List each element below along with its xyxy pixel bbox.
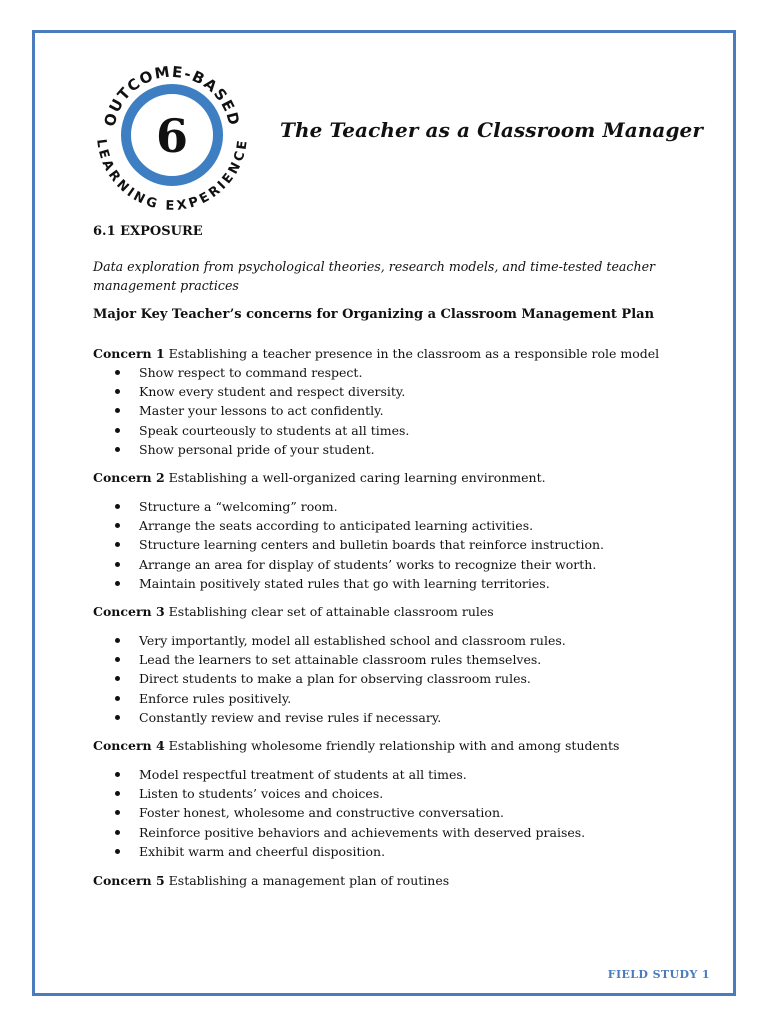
concern-text: Establishing a management plan of routines [168, 873, 450, 888]
bullet-item: Enforce rules positively. [93, 689, 713, 708]
concern-text: Establishing clear set of attainable classroom rules [168, 604, 494, 619]
bullet-item: Master your lessons to act confidently. [93, 401, 713, 420]
bullet-item: Reinforce positive behaviors and achievements with deserved praises. [93, 823, 713, 842]
concern-label: Concern 5 [93, 873, 165, 888]
concern-3 [93, 602, 713, 727]
major-concerns-heading: Major Key Teacher’s concerns for Organizing a Classroom Management Plan [93, 307, 655, 322]
bullet-item: Show respect to command respect. [93, 363, 713, 382]
bullet-item: Show personal pride of your student. [93, 440, 713, 459]
concern-bullet-list [93, 497, 713, 593]
bullet-item: Direct students to make a plan for observing classroom rules. [93, 669, 713, 688]
bullet-item: Maintain positively stated rules that go with learning territories. [93, 574, 713, 593]
bullet-item: Arrange the seats according to anticipated learning activities. [93, 516, 713, 535]
page-title: The Teacher as a Classroom Manager [280, 118, 704, 142]
bullet-item: Foster honest, wholesome and constructive conversation. [93, 803, 713, 822]
outcome-based-learning-seal [92, 55, 252, 215]
concern-label: Concern 2 [93, 470, 165, 485]
seal-number: 6 [155, 109, 189, 163]
concern-text: Establishing wholesome friendly relationship with and among students [168, 738, 620, 753]
bullet-item: Lead the learners to set attainable classroom rules themselves. [93, 650, 713, 669]
bullet-item: Exhibit warm and cheerful disposition. [93, 842, 713, 861]
concern-label: Concern 3 [93, 604, 165, 619]
concern-bullet-list [93, 765, 713, 861]
concern-bullet-list [93, 363, 713, 459]
concern-label: Concern 4 [93, 738, 165, 753]
intro-line: management practices [93, 278, 239, 293]
concern-4 [93, 736, 713, 861]
bullet-item: Constantly review and revise rules if necessary. [93, 708, 713, 727]
bullet-item: Know every student and respect diversity. [93, 382, 713, 401]
concern-text: Establishing a well-organized caring learning environment. [168, 470, 546, 485]
bullet-item: Arrange an area for display of students’ works to recognize their worth. [93, 555, 713, 574]
concern-text: Establishing a teacher presence in the classroom as a responsible role model [168, 346, 660, 361]
bullet-item: Structure learning centers and bulletin boards that reinforce instruction. [93, 535, 713, 554]
bullet-item: Speak courteously to students at all times. [93, 421, 713, 440]
footer-label: FIELD STUDY 1 [607, 968, 710, 981]
seal-arc-bottom: LEARNING EXPERIENCE [93, 138, 251, 214]
concern-5 [93, 871, 713, 890]
seal-arc-top: OUTCOME-BASED [100, 62, 244, 129]
concern-bullet-list [93, 631, 713, 727]
intro-text [93, 257, 693, 295]
bullet-item: Model respectful treatment of students at all times. [93, 765, 713, 784]
bullet-item: Very importantly, model all established school and classroom rules. [93, 631, 713, 650]
concern-1 [93, 344, 713, 459]
section-heading: 6.1 EXPOSURE [93, 224, 203, 239]
bullet-item: Listen to students’ voices and choices. [93, 784, 713, 803]
concern-2 [93, 468, 713, 593]
intro-line: Data exploration from psychological theories, research models, and time-tested teacher [93, 259, 656, 274]
bullet-item: Structure a “welcoming” room. [93, 497, 713, 516]
concern-label: Concern 1 [93, 346, 165, 361]
